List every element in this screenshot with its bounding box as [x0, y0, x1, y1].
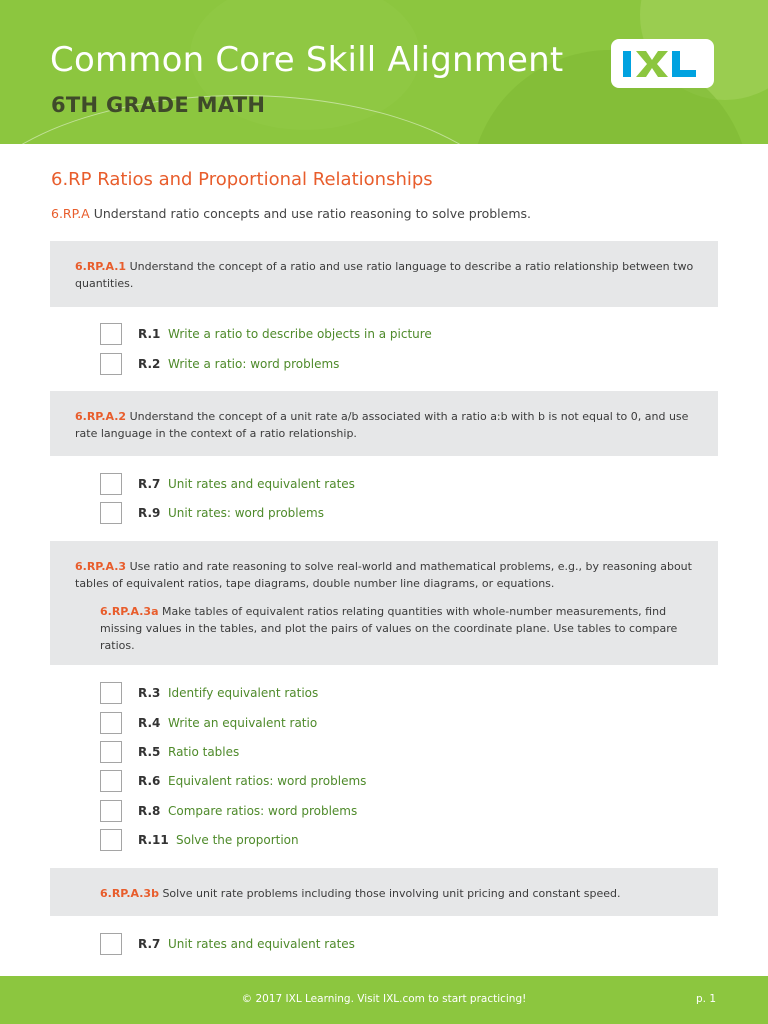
- skill-number: R.8: [138, 804, 161, 818]
- standard-code: 6.RP.A.1: [75, 260, 127, 273]
- sub-standard: [75, 885, 696, 902]
- skill-link[interactable]: Write a ratio to describe objects in a picture: [168, 327, 432, 341]
- skill-number: R.5: [138, 745, 161, 759]
- page-subtitle: 6TH GRADE MATH: [51, 93, 266, 117]
- skill-checkbox[interactable]: [100, 353, 122, 375]
- skill-checkbox[interactable]: [100, 800, 122, 822]
- skill-checkbox[interactable]: [100, 502, 122, 524]
- skill-checkbox[interactable]: [100, 770, 122, 792]
- skill-checkbox[interactable]: [100, 712, 122, 734]
- skill-row: [100, 502, 600, 526]
- skill-link[interactable]: Unit rates and equivalent rates: [168, 477, 355, 491]
- standard-box: [50, 868, 718, 916]
- skill-checkbox[interactable]: [100, 933, 122, 955]
- sub-standard-code: 6.RP.A.3b: [100, 887, 159, 900]
- page-footer: [0, 976, 768, 1024]
- skill-number: R.2: [138, 357, 161, 371]
- sub-standard-text: Make tables of equivalent ratios relating quantities with whole-number measurements, find missing values in the tables, and plot the pairs of values on the coordinate plane. Use tables to compare ratios.: [100, 605, 678, 652]
- standard-code: 6.RP.A.3: [75, 560, 127, 573]
- standard-box: [50, 541, 718, 665]
- skill-link[interactable]: Write a ratio: word problems: [168, 357, 340, 371]
- domain-heading: 6.RP Ratios and Proportional Relationships: [51, 169, 433, 190]
- standard-text: Understand the concept of a unit rate a/b associated with a ratio a:b with b is not equal to 0, and use rate language in the context of a ratio relationship.: [75, 410, 689, 440]
- skill-link[interactable]: Compare ratios: word problems: [168, 804, 358, 818]
- sub-standard-code: 6.RP.A.3a: [100, 605, 159, 618]
- skill-number: R.7: [138, 937, 161, 951]
- skill-row: [100, 712, 600, 736]
- skill-row: [100, 682, 600, 706]
- skill-checkbox[interactable]: [100, 682, 122, 704]
- skill-checkbox[interactable]: [100, 323, 122, 345]
- ixl-logo[interactable]: [611, 39, 714, 88]
- skill-checkbox[interactable]: [100, 741, 122, 763]
- sub-standard: [75, 603, 696, 654]
- footer-copyright: © 2017 IXL Learning. Visit IXL.com to start practicing!: [241, 993, 527, 1005]
- skill-row: [100, 741, 600, 765]
- skill-number: R.3: [138, 686, 161, 700]
- skill-link[interactable]: Write an equivalent ratio: [168, 716, 318, 730]
- sub-standard-text: Solve unit rate problems including those involving unit pricing and constant speed.: [162, 887, 621, 900]
- skill-link[interactable]: Unit rates: word problems: [168, 506, 324, 520]
- skill-link[interactable]: Ratio tables: [168, 745, 240, 759]
- cluster-text: Understand ratio concepts and use ratio reasoning to solve problems.: [93, 206, 531, 221]
- skill-number: R.9: [138, 506, 161, 520]
- skill-row: [100, 800, 600, 824]
- skill-number: R.1: [138, 327, 161, 341]
- page-number: p. 1: [696, 993, 717, 1005]
- skill-row: [100, 770, 600, 794]
- ixl-logo-mark: [621, 48, 705, 80]
- cluster-heading: [51, 206, 531, 221]
- skill-link[interactable]: Unit rates and equivalent rates: [168, 937, 355, 951]
- skill-row: [100, 323, 600, 347]
- skill-link[interactable]: Identify equivalent ratios: [168, 686, 319, 700]
- cluster-code: 6.RP.A: [51, 206, 90, 221]
- skill-link[interactable]: Solve the proportion: [176, 833, 299, 847]
- standard-text: Use ratio and rate reasoning to solve real-world and mathematical problems, e.g., by reasoning about tables of equivalent ratios, tape diagrams, double number line diagrams, or equations.: [75, 560, 692, 590]
- skill-link[interactable]: Equivalent ratios: word problems: [168, 774, 367, 788]
- standard-box: [50, 241, 718, 307]
- skill-number: R.6: [138, 774, 161, 788]
- standard-box: [50, 391, 718, 456]
- skill-row: [100, 473, 600, 497]
- standard-text: Understand the concept of a ratio and use ratio language to describe a ratio relationship between two quantities.: [75, 260, 694, 290]
- skill-row: [100, 933, 600, 957]
- skill-row: [100, 829, 600, 853]
- skill-checkbox[interactable]: [100, 829, 122, 851]
- skill-row: [100, 353, 600, 377]
- page-header: [0, 0, 768, 144]
- skill-number: R.4: [138, 716, 161, 730]
- page-title: Common Core Skill Alignment: [50, 40, 564, 80]
- skill-checkbox[interactable]: [100, 473, 122, 495]
- skill-number: R.7: [138, 477, 161, 491]
- skill-number: R.11: [138, 833, 169, 847]
- standard-code: 6.RP.A.2: [75, 410, 127, 423]
